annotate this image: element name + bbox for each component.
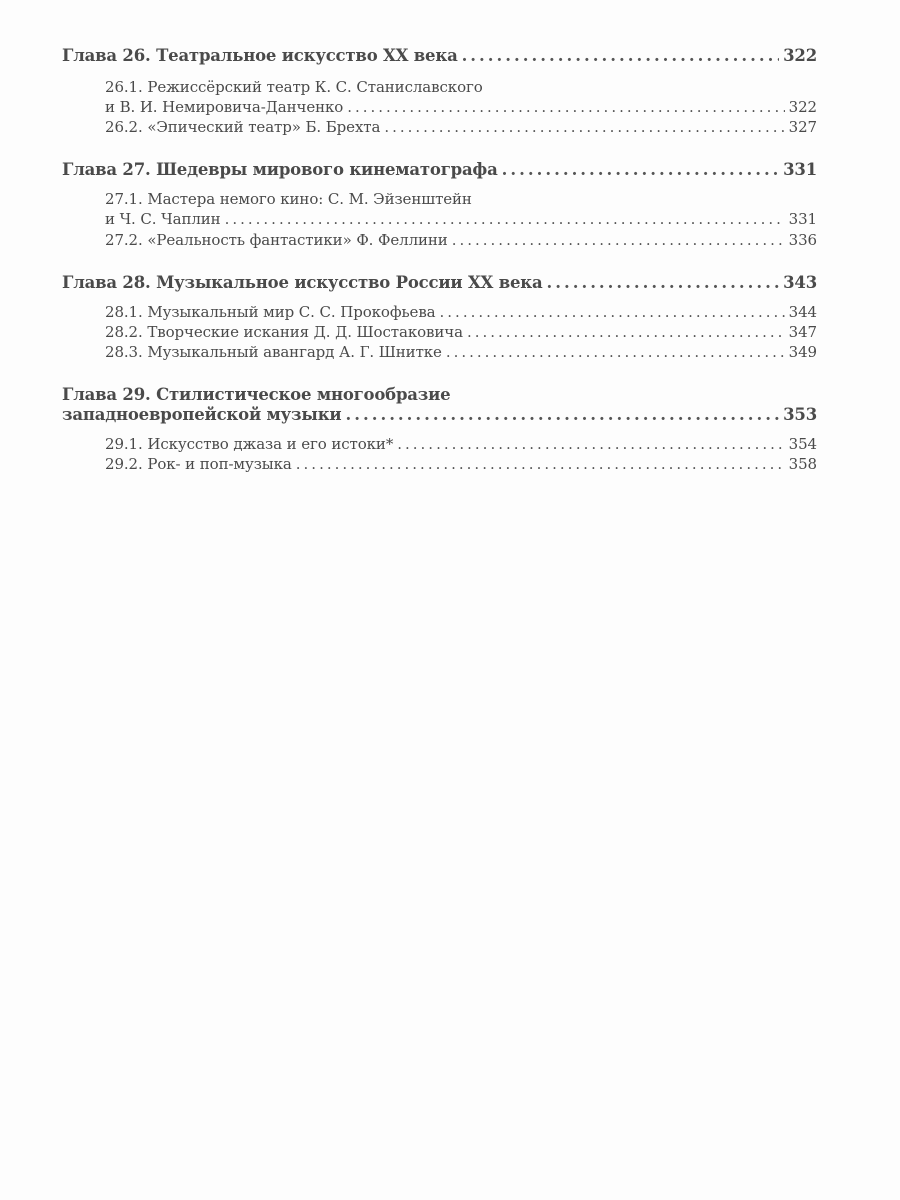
section-title: 29.1. Искусство джаза и его истоки* bbox=[105, 435, 394, 453]
section-title: 29.2. Рок- и поп-музыка bbox=[105, 455, 292, 473]
toc-section-29-2[interactable] bbox=[105, 455, 817, 473]
section-title: и Ч. С. Чаплин bbox=[105, 210, 221, 228]
chapter-title: Глава 27. Шедевры мирового кинематографа bbox=[62, 160, 498, 179]
toc-section-27-1[interactable] bbox=[105, 210, 817, 228]
dot-leader bbox=[452, 231, 785, 249]
dot-leader bbox=[502, 160, 780, 179]
section-title: 26.2. «Эпический театр» Б. Брехта bbox=[105, 118, 381, 136]
page-number: 347 bbox=[788, 323, 817, 341]
page-number: 322 bbox=[788, 98, 817, 116]
toc-section-26-1[interactable] bbox=[105, 98, 817, 116]
dot-leader bbox=[384, 118, 784, 136]
dot-leader bbox=[446, 343, 785, 361]
section-title-line: 27.1. Мастера немого кино: С. М. Эйзенштейн bbox=[105, 190, 472, 208]
toc-section-28-1[interactable] bbox=[105, 303, 817, 321]
dot-leader bbox=[546, 273, 779, 292]
page-number: 327 bbox=[788, 118, 817, 136]
page-number: 353 bbox=[783, 405, 817, 424]
page-number: 336 bbox=[788, 231, 817, 249]
toc-section-27-2[interactable] bbox=[105, 231, 817, 249]
page-number: 331 bbox=[788, 210, 817, 228]
toc-section-29-1[interactable] bbox=[105, 435, 817, 453]
section-title: 28.2. Творческие искания Д. Д. Шостаковича bbox=[105, 323, 463, 341]
page-number: 349 bbox=[788, 343, 817, 361]
dot-leader bbox=[296, 455, 785, 473]
page-number: 322 bbox=[783, 46, 817, 65]
chapter-title: Глава 26. Театральное искусство XX века bbox=[62, 46, 458, 65]
section-title-line: 26.1. Режиссёрский театр К. С. Станиславского bbox=[105, 78, 483, 96]
dot-leader bbox=[225, 210, 785, 228]
toc-chapter-28[interactable] bbox=[62, 273, 817, 292]
page-number: 358 bbox=[788, 455, 817, 473]
section-title: 27.2. «Реальность фантастики» Ф. Феллини bbox=[105, 231, 448, 249]
dot-leader bbox=[345, 405, 779, 424]
toc-section-28-2[interactable] bbox=[105, 323, 817, 341]
chapter-title: западноевропейской музыки bbox=[62, 405, 342, 424]
toc-chapter-27[interactable] bbox=[62, 160, 817, 179]
page-number: 354 bbox=[788, 435, 817, 453]
section-title: 28.3. Музыкальный авангард А. Г. Шнитке bbox=[105, 343, 442, 361]
toc-chapter-26[interactable] bbox=[62, 46, 817, 65]
toc-section-26-2[interactable] bbox=[105, 118, 817, 136]
page-number: 331 bbox=[783, 160, 817, 179]
page-number: 343 bbox=[783, 273, 817, 292]
dot-leader bbox=[347, 98, 784, 116]
dot-leader bbox=[397, 435, 784, 453]
section-title: и В. И. Немировича-Данченко bbox=[105, 98, 344, 116]
chapter-title-line: Глава 29. Стилистическое многообразие bbox=[62, 385, 451, 404]
dot-leader bbox=[462, 46, 780, 65]
dot-leader bbox=[440, 303, 785, 321]
toc-section-28-3[interactable] bbox=[105, 343, 817, 361]
page-number: 344 bbox=[788, 303, 817, 321]
section-title: 28.1. Музыкальный мир С. С. Прокофьева bbox=[105, 303, 436, 321]
chapter-title: Глава 28. Музыкальное искусство России XX века bbox=[62, 273, 543, 292]
toc-chapter-29[interactable] bbox=[62, 405, 817, 424]
dot-leader bbox=[467, 323, 785, 341]
